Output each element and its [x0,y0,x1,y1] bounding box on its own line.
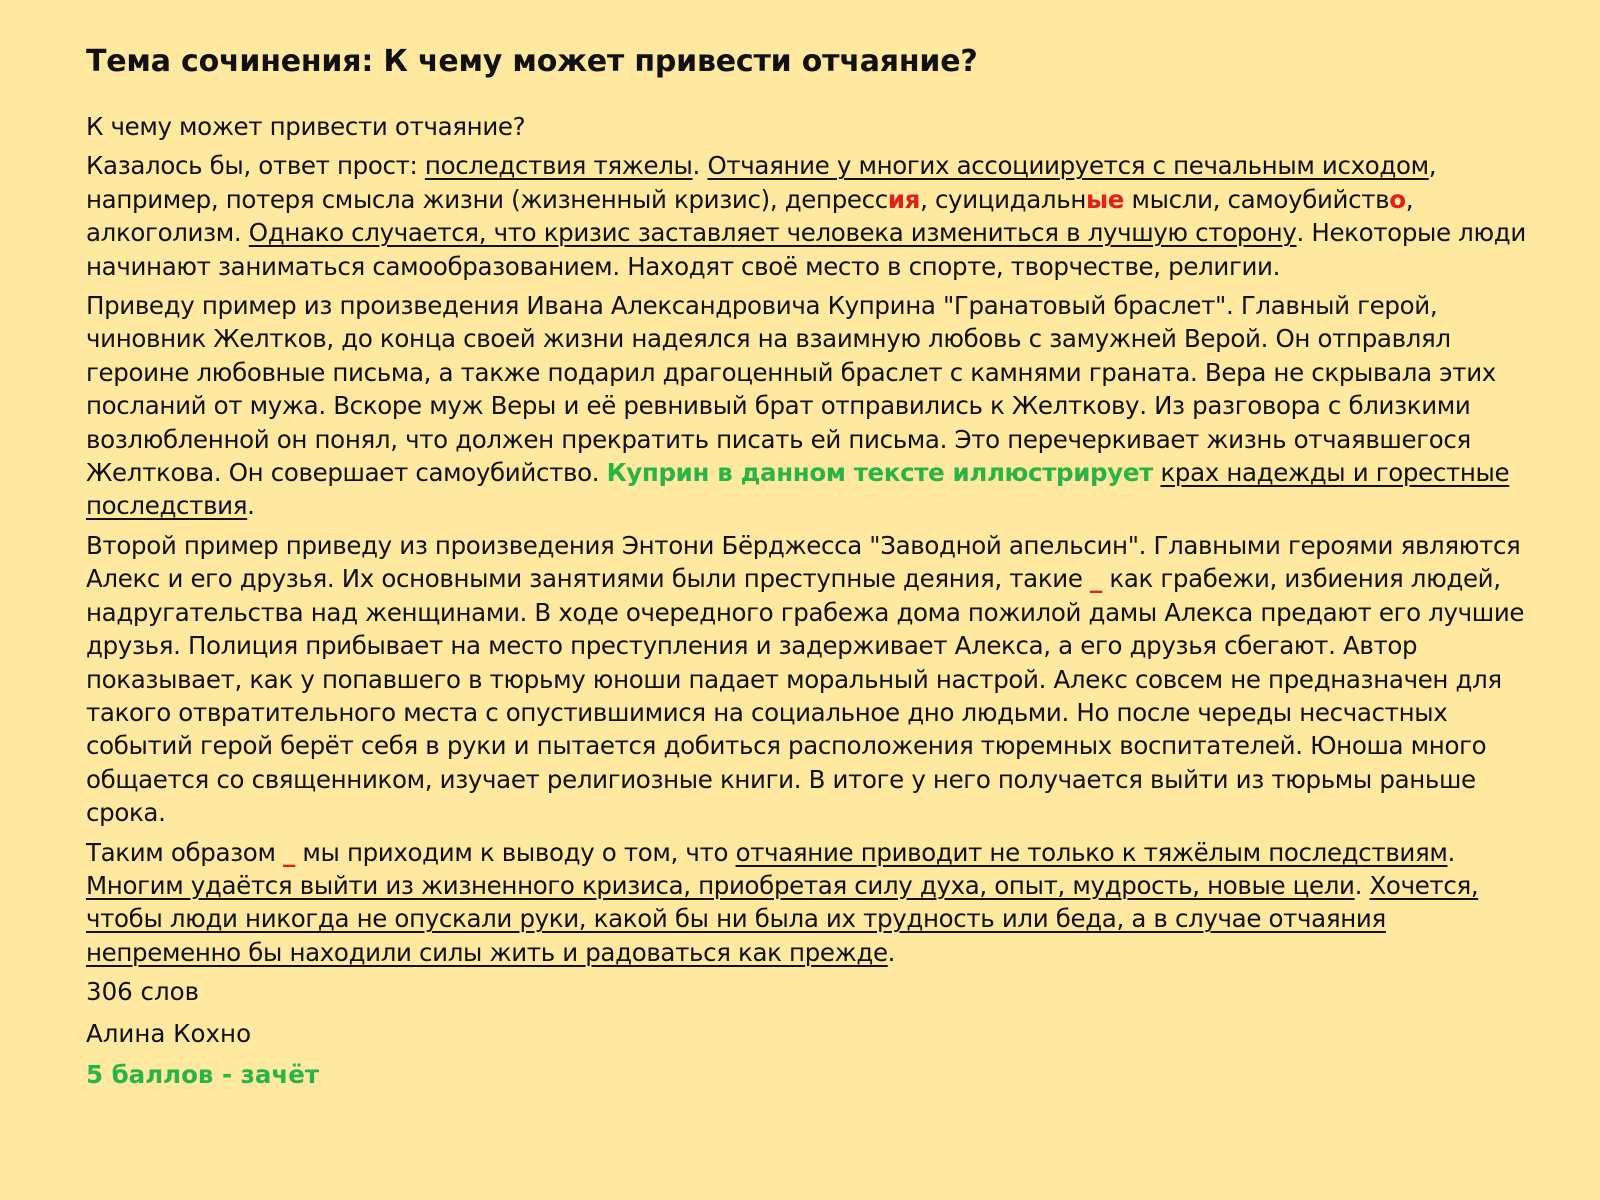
underlined-thesis: отчаяние приводит не только к тяжёлым последствиям [735,837,1448,867]
correction-mark: о [1389,184,1406,214]
paragraph-argument-1 [86,289,1528,523]
correction-mark: ые [1086,184,1125,214]
text-run: Казалось бы, ответ прост: [86,151,425,181]
text-run: . Некоторые люди начинают заниматься самообразованием. Находят своё место в спорте, творчестве, религии. [86,218,1526,281]
text-run: Второй пример приведу из произведения Энтони Бёрджесса "Заводной апельсин". Главными героями являются Алекс и его друзья. Их основными занятиями были преступные деяния, такие [86,530,1521,594]
underlined-thesis: Многим удаётся выйти из жизненного кризиса, приобретая силу духа, опыт, мудрость, новые цели [86,870,1355,900]
underlined-thesis: последствия тяжелы [424,151,693,181]
text-run: , например, потеря смысла жизни (жизненный кризис), депресс [86,151,1437,214]
text-run: . [1354,870,1370,900]
text-run: Приведу пример из произведения Ивана Александровича Куприна "Гранатовый браслет". Главный герой, чиновник Желтков, до конца своей жизни надеялся на взаимную любовь с замужней Верой. Он отправлял героине любовные письма, а также подарил драгоценный браслет с камнями граната. Вера не скрывала этих посланий от мужа. Вскоре муж Веры и её ревнивый брат отправились к Желткову. Из разговора с близкими возлюбленной он понял, что должен прекратить писать ей письма. Это перечеркивает жизнь отчаявшегося Желткова. Он совершает самоубийство. [86,291,1496,488]
correction-mark: ия [887,184,921,214]
missing-comma-mark: _ [283,837,295,867]
text-run: мы приходим к выводу о том, что [294,837,736,867]
grade-result: 5 баллов - зачёт [86,1059,320,1089]
paragraph-argument-2 [86,529,1528,830]
author-name: Алина Кохно [86,1018,252,1048]
text-run: Таким образом [86,837,284,867]
text-run: , алкоголизм. [86,184,1414,248]
text-run: , суицидальн [920,184,1086,214]
underlined-thesis: Однако случается, что кризис заставляет человека измениться в лучшую сторону [248,218,1297,248]
underlined-thesis: крах надежды и горестные последствия [86,458,1510,521]
underlined-thesis: Отчаяние у многих ассоциируется с печальным исходом [707,151,1429,181]
paragraph-intro [86,149,1528,283]
underlined-thesis: Хочется, чтобы люди никогда не опускали руки, какой бы ни была их трудность или беда, а в случае отчаяния непременно бы находили силы жить и радоваться как прежде [86,870,1479,967]
word-count: 306 слов [86,977,200,1007]
text-run: . [887,937,896,967]
text-run: . [247,491,255,521]
highlighted-comment: Куприн в данном тексте иллюстрирует [606,458,1153,488]
essay-question: К чему может привести отчаяние? [86,112,526,141]
text-run: мысли, самоубийств [1124,184,1390,214]
paragraph-conclusion [86,836,1528,970]
text-run: как грабежи, избиения людей, надругательства над женщинами. В ходе очередного грабежа дома пожилой дамы Алекса предают его лучшие друзья. Полиция прибывает на место преступления и задерживает Алекса, а его друзья сбегают. Автор показывает, как у попавшего в тюрьму юноши падает моральный настрой. Алекс совсем не предназначен для такого отвратительного места с опустившимися на социальное дно людьми. Но после череды несчастных событий герой берёт себя в руки и пытается добиться расположения тюремных воспитателей. Юноша много общается со священником, изучает религиозные книги. В итоге у него получается выйти из тюрьмы раньше срока. [86,564,1525,828]
essay-title: Тема сочинения: К чему может привести отчаяние? [86,44,978,79]
text-run: . [1447,837,1455,867]
text-run: . [692,151,708,181]
missing-comma-mark: _ [1090,564,1102,594]
